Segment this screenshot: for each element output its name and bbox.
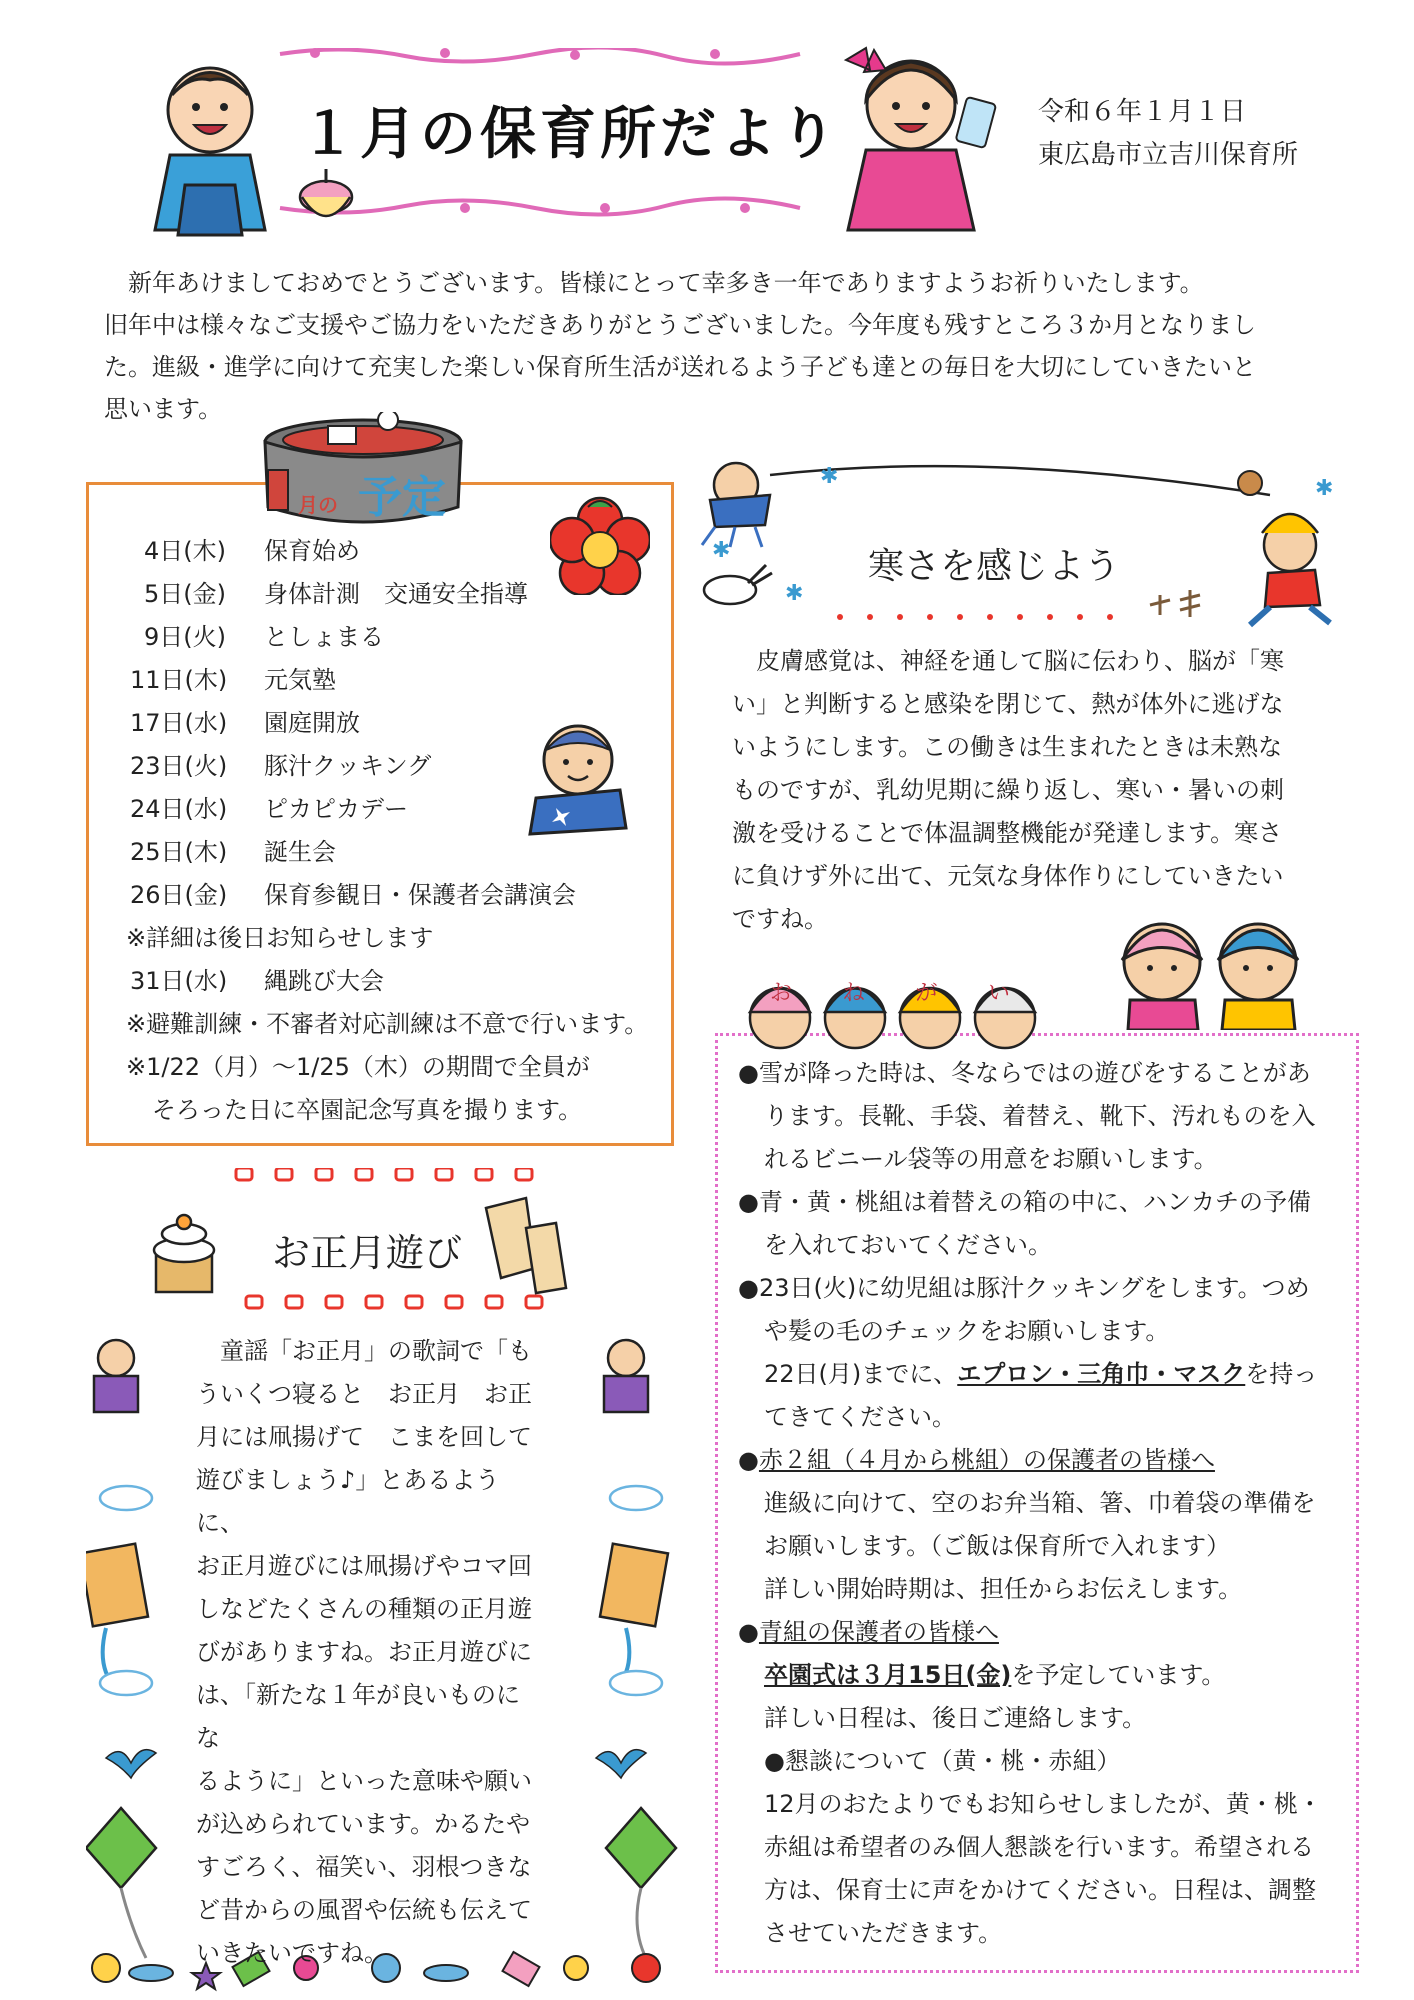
boy-kimono-icon <box>130 55 300 240</box>
oshogatsu-line: お正月遊びには凧揚げやコマ回 <box>196 1552 532 1580</box>
intro-line: た。進級・進学に向けて充実した楽しい保育所生活が送れるよう子ども達との毎日を大切にしていきたいと <box>104 353 1256 381</box>
schedule-day: 9日(火) <box>144 623 226 651</box>
schedule-day: 24日(水) <box>130 795 228 823</box>
svg-text:月の: 月の <box>298 493 338 517</box>
request-line: させていただきます。 <box>764 1919 1003 1947</box>
request-line: 詳しい開始時期は、担任からお伝えします。 <box>764 1575 1243 1603</box>
request-bold-text: エプロン・三角巾・マスク <box>957 1360 1246 1388</box>
spinning-top-icon <box>296 165 356 235</box>
oshogatsu-line: は、「新たな１年が良いものにな <box>196 1681 520 1752</box>
page-title: １月の保育所だより <box>300 102 840 167</box>
schedule-item <box>126 573 648 616</box>
request-line: ●懇談について（黄・桃・赤組） <box>764 1747 1121 1775</box>
request-line: ●雪が降った時は、冬ならではの遊びをすることがあ <box>738 1059 1311 1087</box>
request-line: ●赤２組（４月から桃組）の保護者の皆様へ <box>738 1446 1215 1474</box>
cold-line: い」と判断すると感染を閉じて、熱が体外に逃げな <box>732 690 1284 718</box>
oshogatsu-line: 遊びましょう♪」とあるように、 <box>196 1466 500 1537</box>
cold-section-title: 寒さを感じよう <box>868 546 1121 587</box>
request-line: ります。長靴、手袋、着替え、靴下、汚れものを入 <box>764 1102 1316 1130</box>
request-text: 22日(月)までに、 <box>764 1360 958 1388</box>
oshogatsu-line: いきたいですね。 <box>196 1939 388 1967</box>
schedule-list <box>126 530 648 1132</box>
request-line: お願いします。（ご飯は保育所で入れます） <box>764 1532 1231 1560</box>
request-line: 進級に向けて、空のお弁当箱、箸、巾着袋の準備を <box>764 1489 1316 1517</box>
request-line <box>738 1654 1348 1697</box>
request-text: を持っ <box>1245 1360 1318 1388</box>
heading-char: お <box>770 981 793 1006</box>
oshogatsu-line: ど昔からの風習や伝統も伝えて <box>196 1896 532 1924</box>
request-line: 赤組は希望者のみ個人懇談を行います。希望される <box>764 1833 1315 1861</box>
cold-section-text <box>732 640 1328 941</box>
request-line: ●青・黄・桃組は着替えの箱の中に、ハンカチの予備 <box>738 1188 1311 1216</box>
request-line: 詳しい日程は、後日ご連絡します。 <box>764 1704 1147 1732</box>
request-line: ●23日(火)に幼児組は豚汁クッキングをします。つめ <box>738 1274 1310 1302</box>
svg-text:予定: 予定 <box>358 472 446 523</box>
oshogatsu-text <box>196 1330 536 1975</box>
schedule-item <box>126 659 648 702</box>
school-name: 東広島市立吉川保育所 <box>1038 140 1299 170</box>
schedule-day: 23日(火) <box>130 752 228 780</box>
schedule-item <box>126 745 648 788</box>
cold-line: に負けず外に出て、元気な身体作りにしていきたい <box>732 862 1284 890</box>
request-line: 12月のおたよりでもお知らせしましたが、黄・桃・ <box>764 1790 1322 1818</box>
schedule-item <box>126 530 648 573</box>
schedule-day: 5日(金) <box>144 580 226 608</box>
heading-char: い <box>987 981 1010 1006</box>
schedule-item <box>126 702 648 745</box>
schedule-event: 誕生会 <box>264 838 336 866</box>
schedule-note: ※避難訓練・不審者対応訓練は不意で行います。 <box>126 1010 649 1038</box>
winter-kids-icon <box>1100 900 1320 1030</box>
schedule-event: としょまる <box>264 623 384 651</box>
schedule-event: 豚汁クッキング <box>264 752 432 780</box>
schedule-event: 元気塾 <box>264 666 336 694</box>
oshogatsu-line: すごろく、福笑い、羽根つきな <box>196 1853 532 1881</box>
request-line: てきてください。 <box>764 1403 956 1431</box>
svg-text:✱: ✱ <box>1315 476 1334 501</box>
oshogatsu-line: びがありますね。お正月遊びに <box>196 1638 532 1666</box>
request-subheading: 青組の保護者の皆様へ <box>758 1618 999 1646</box>
schedule-item <box>126 616 648 659</box>
knit-hat-kids-icon <box>740 960 1050 1055</box>
schedule-item <box>126 960 648 1003</box>
requests-list <box>738 1052 1348 1955</box>
request-line: や髪の毛のチェックをお願いします。 <box>764 1317 1170 1345</box>
schedule-event: 園庭開放 <box>264 709 360 737</box>
schedule-event: 身体計測 交通安全指導 <box>264 580 528 608</box>
kagami-mochi-icon <box>154 1215 214 1292</box>
girl-kimono-icon <box>826 40 1006 235</box>
cold-line: ものですが、乳幼児期に繰り返し、寒い・暑いの刺 <box>732 776 1284 804</box>
oshogatsu-line: しなどたくさんの種類の正月遊 <box>196 1595 532 1623</box>
svg-text:✱: ✱ <box>712 538 731 563</box>
intro-line: 新年あけましておめでとうございます。皆様にとって幸多き一年でありますようお祈りいたします。 <box>128 269 1204 297</box>
oshogatsu-line: ういくつ寝ると お正月 お正 <box>196 1380 532 1408</box>
schedule-day: 4日(木) <box>144 537 226 565</box>
request-line: ●青組の保護者の皆様へ <box>738 1618 999 1646</box>
svg-text:✱: ✱ <box>785 581 804 606</box>
oshogatsu-line: 童謡「お正月」の歌詞で「も <box>196 1337 532 1365</box>
schedule-item <box>126 874 648 917</box>
schedule-note: そろった日に卒園記念写真を撮ります。 <box>152 1096 583 1124</box>
schedule-note: ※1/22（月）～1/25（木）の期間で全員が <box>126 1053 590 1081</box>
schedule-event: ピカピカデー <box>264 795 408 823</box>
running-child-icon <box>1250 514 1330 625</box>
oshogatsu-line: が込められています。かるたや <box>196 1810 531 1838</box>
schedule-day: 17日(水) <box>130 709 228 737</box>
issue-date: 令和６年１月１日 <box>1038 97 1247 127</box>
heading-char: が <box>915 981 938 1006</box>
request-line: れるビニール袋等の用意をお願いします。 <box>764 1145 1218 1173</box>
intro-line: 旧年中は様々なご支援やご協力をいただきありがとうございました。今年度も残すところ３か月となりまし <box>104 311 1256 339</box>
intro-paragraph <box>104 262 1324 430</box>
cold-line: 皮膚感覚は、神経を通して脳に伝わり、脳が「寒 <box>756 647 1284 675</box>
schedule-event: 保育参観日・保護者会講演会 <box>264 881 576 909</box>
svg-text:✱: ✱ <box>820 464 839 489</box>
request-line <box>738 1353 1348 1396</box>
oshogatsu-line: 月には凧揚げて こまを回して <box>196 1423 532 1451</box>
oshogatsu-line: るように」といった意味や願い <box>196 1767 532 1795</box>
request-text: を予定しています。 <box>1011 1661 1226 1689</box>
schedule-day: 11日(木) <box>130 666 228 694</box>
intro-line: 思います。 <box>104 395 223 423</box>
rabbit-icon <box>704 565 772 604</box>
schedule-note: ※詳細は後日お知らせします <box>126 924 434 952</box>
cold-line: 激を受けることで体温調整機能が発達します。寒さ <box>732 819 1283 847</box>
heading-char: ね <box>842 981 865 1006</box>
mochi-pot-icon <box>258 412 468 532</box>
schedule-event: 縄跳び大会 <box>264 967 384 995</box>
bird-icon <box>1238 471 1262 495</box>
onegai-heading <box>770 976 1010 1007</box>
request-line: 方は、保育士に声をかけてください。日程は、調整 <box>764 1876 1316 1904</box>
schedule-day: 31日(水) <box>130 967 228 995</box>
oshogatsu-title: お正月遊び <box>272 1231 463 1275</box>
cold-line: いようにします。この働きは生まれたときは未熟な <box>732 733 1283 761</box>
request-bold-text: 卒園式は３月15日(金) <box>764 1661 1012 1689</box>
cold-line: ですね。 <box>732 905 828 933</box>
request-line: を入れておいてください。 <box>764 1231 1052 1259</box>
schedule-event: 保育始め <box>264 537 360 565</box>
schedule-day: 26日(金) <box>130 881 228 909</box>
schedule-item <box>126 788 648 831</box>
schedule-item <box>126 831 648 874</box>
schedule-day: 25日(木) <box>130 838 228 866</box>
kite-boy-icon <box>702 463 770 547</box>
hagoita-icon <box>486 1198 566 1293</box>
request-subheading: 赤２組（４月から桃組）の保護者の皆様へ <box>758 1446 1215 1474</box>
